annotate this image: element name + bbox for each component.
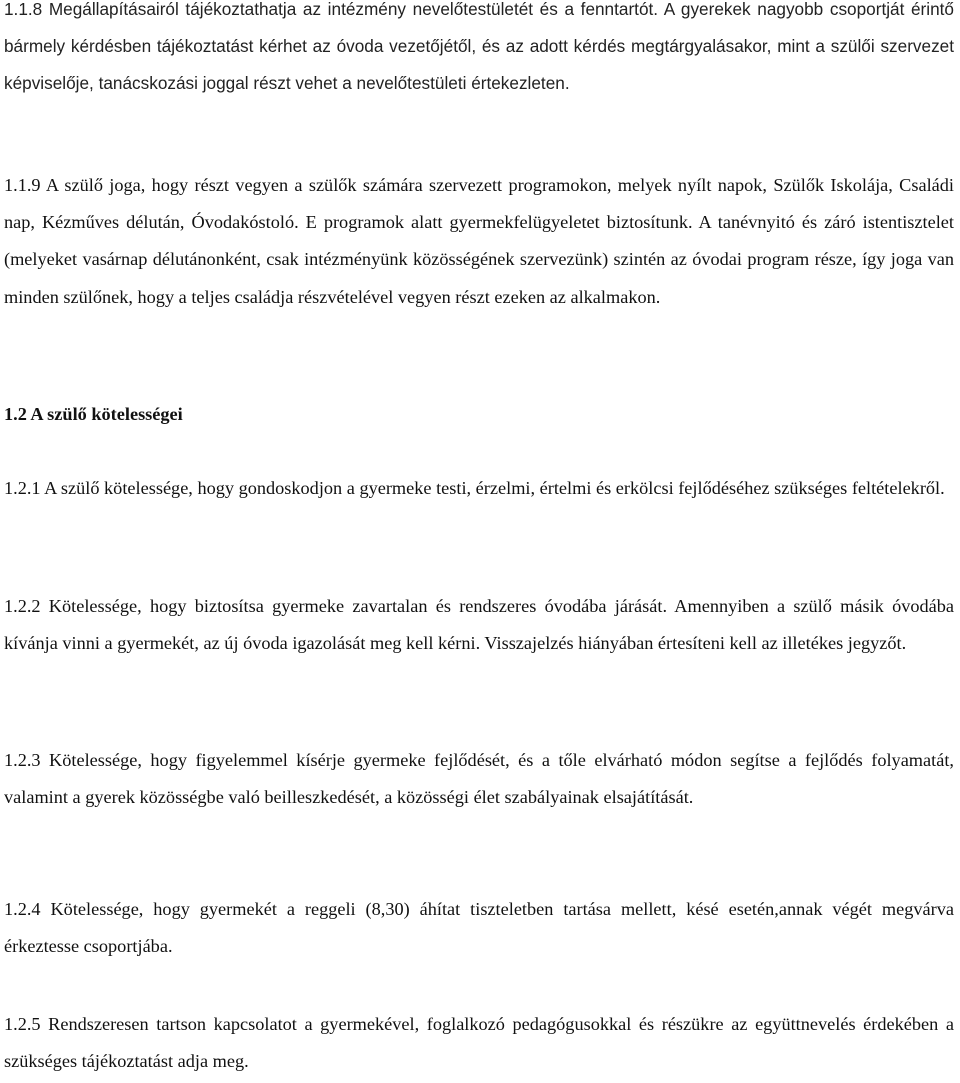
paragraph-1-1-9: 1.1.9 A szülő joga, hogy részt vegyen a szülők számára szervezett programokon, melyek nyílt napok, Szülők Iskolája, Családi nap, Kézműves délután, Óvodakóstoló. E programok alatt gyermekfelügyeletet biztosítunk. A tanévnyitó és záró istentisztelet (melyeket vasárnap délutánonként, csak intézményünk közösségének szervezünk) szintén az óvodai program része, így joga van minden szülőnek, hogy a teljes családja részvételével vegyen részt ezeken az alkalmakon. [4, 175, 954, 307]
section-heading-1-2: 1.2 A szülő kötelességei [4, 404, 183, 424]
paragraph-1-2-1: 1.2.1 A szülő kötelessége, hogy gondoskodjon a gyermeke testi, érzelmi, értelmi és erkölcsi fejlődéséhez szükséges feltételekről. [4, 478, 945, 498]
paragraph-1-2-2: 1.2.2 Kötelessége, hogy biztosítsa gyermeke zavartalan és rendszeres óvodába járását. Amennyiben a szülő másik óvodába kívánja vinni a gyermekét, az új óvoda igazolását meg kell kérni. Visszajelzés hiányában értesíteni kell az illetékes jegyzőt. [4, 596, 954, 654]
paragraph-1-2-4: 1.2.4 Kötelessége, hogy gyermekét a reggeli (8,30) áhítat tiszteletben tartása mellett, késé esetén,annak végét megvárva érkeztesse csoportjába. [4, 899, 954, 957]
paragraph-1-2-3: 1.2.3 Kötelessége, hogy figyelemmel kísérje gyermeke fejlődését, és a tőle elvárható módon segítse a fejlődés folyamatát, valamint a gyerek közösségbe való beilleszkedését, a közösségi élet szabályainak elsajátítását. [4, 750, 954, 808]
paragraph-1-1-8: 1.1.8 Megállapításairól tájékoztathatja az intézmény nevelőtestületét és a fenntartót. A gyerekek nagyobb csoportját érintő bármely kérdésben tájékoztatást kérhet az óvoda vezetőjétől, és az adott kérdés megtárgyalásakor, mint a szülői szervezet képviselője, tanácskozási joggal részt vehet a nevelőtestületi értekezleten. [4, 0, 954, 93]
paragraph-1-2-5: 1.2.5 Rendszeresen tartson kapcsolatot a gyermekével, foglalkozó pedagógusokkal és részükre az együttnevelés érdekében a szükséges tájékoztatást adja meg. [4, 1014, 954, 1072]
